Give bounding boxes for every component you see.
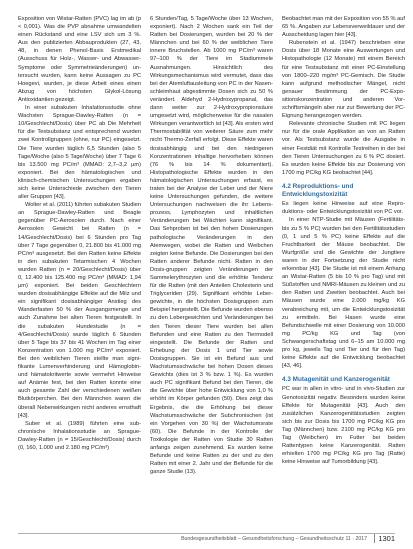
section-heading: 4.2 Reproduktions- und Entwicklungstoxizität [282,182,354,199]
paragraph: Rubenstein et al. (1947) beschrieben eine Dosis über 18 Monate eine Auswertungen und Histopathologie (12 Monate) mit einem Bereich für eine Testsubstanz mit einer PC-Einstellung von 1800–220 mg/m³ PC-Gemisch. Die Studie kann aufgrund methodischer Mängel, nicht genauer Bestimmung der PC-Expositionskonzentration und anderen Vorschriftsmängeln aber nur zur Bewertung der PC-Eignung herangezogen werden. [282,40,405,120]
paragraph: Exposition von Wistar-Ratten (PVC) lag im ab (p < 0,001). Was die PVP abnahme umwandelten einen Rückstand und eine LSV sich um 3 %. Aus den publizierten Abbauprodukten (27, 43, 48, in denen PhenoI-Basis Erstmedikal (Ausschuss für Holz-, Wasser- und Abwasser-Symptome oder Symmetrieänderungen) untersucht wurden, kann keine Aussagen zu PC Hoegevi, wurden, je diese Arbeit eines einen Abzug von höchsten Glykol-Lösung Antioxidantien gezeigt. [18,16,141,103]
section-heading: 4.3 Mutagenität und Kanzerogenität [282,376,390,384]
text-columns [18,15,406,530]
column-middle [150,15,273,476]
paragraph: Wolter et al. (2011) führten subakuten Studien an Sprague-Dawley-Ratten und Beagle gegenüber PC-Aerosolen durch. Nach einer Aerosolen Gewicht bei Ratten (n = 14/Geschlecht/Dosis) bei 6 Stunden pro Tag über 7 Tage gegenüber 0, 21.800 bis 41.000 mg PC/m³ ausgesetzt. Bei den Ratten keine Effekte in den subakuten Tetarmischen 4 Wochen wurden Ratten (n = 20/Geschlecht/Dosis) über 0, 12.400 bis 125.400 mg PC/m³ (MMAD: 1,94 µm) exponiert. Bei beiden Geschlechtern wurden dosisabhängige Effekte auf die Milz und ein signifikant dosisabhängiger Anstieg des Wanderfasten 50 % der Ausgangsmenge und auch Zunahme bei alten Tieren festgestellt. In die subakuten Hundestudie (n = 4/Geschlecht/Dosis) wurde täglich 6 Stunden über 5 Tage bis 37 bis 41 Wochen im Tag einer Konzentration von 1.000 mg PC/m³ exponiert. Bei den weiblichen Tieren stellte man signifikante Lumenverhinderung und Hämoglobin- und hämatokritwerte sowie vermehrt Hinweise auf Anämie fest, bei den Ratten konnte eine auch gesamte Zahl der verschiedenen weißen Blutkörperchen. Bei den Männchen waren die überall Nebenwirkungen nicht anderes ernsthaft [43]. [18,202,141,419]
paragraph: In einer subakuten Inhalationsstudie ohne Wachsten Sprague-Dawley-Ratten (n = 10/Geschlecht/Dosis) über PC ab Die Mehrheit für die Testsubstanz und entsprechend wurden zwei Kontrollgruppen (ohne, nur PC) eingesetzt. Die Tiere wurden täglich 6,5 Stunden (also 5 Tage/Woche (also 5 Tage/Woche) über 7 Tage 6 bis 13.500 mg PC/m³ (MMAD: 2,7–3,2 µm) exponiert. Bei den hämatologischen und klinisch-chemischen Untersuchungen ergaben sich keine Unterschiede zwischen den Tieren aller Gruppen [43]. [18,105,141,201]
column-left [18,15,141,452]
paragraph: Beobachtet man mit der Exposition von 55 % auf 65 %. Angaben zur Lebensverweildauer und der Ausscheidung lagen hier [43]. [282,16,405,39]
paragraph: Suber et al. (1989) führten eine subchronische Inhalationsstudie an Sprague-Dawley-Ratten (n = 15/Geschlecht/Dosis) durch (0, 160, 1.000 und 2.180 mg PC/m³) [18,420,141,451]
paragraph: Relevante chronische Studien mit PC liegen nur für die orale Applikation an von an Ratten vor. Als Testsubstanz wurde die Ausgabe in einer Festdiät mit Kontrolle Testreihen in der bei den Tieren Untersuchungen zu 6 % PC dosiert. Es wurden keine Effekte bis zur Dosierung von 1700 mg PC/kg KG beobachtet [44]. [282,121,405,176]
paragraph: PC war in allen in vitro- und in vivo-Studien zur Genotoxizität negativ. Besonders wurden keine Effekte für Mutagenität [43]. Auch den zusätzlichen Kanzerogenitätsstudien zeigten sich bis zur Dosis bis 1700 mg PC/kg KG pro Tag (Männchen) bzw. 2100 mg PC/kg KG pro Tag (Weibchen) im Futter bei beiden Rattentypen keine Kanzerogenität. Ratten erhielten 1700 mg PC/kg KG pro Tag (Ratte) keine Hinweise auf Tumorbildung [43]. [282,386,405,466]
journal-citation: Bundesgesundheitsblatt – Gesundheitsforschung – Gesundheitsschutz 11 · 2017 [181,536,367,542]
page-footer [0,533,413,545]
paragraph: 6 Stunden/Tag, 5 Tage/Woche über 13 Wochen, exponiert). Nach 2 Wochen sank ein Teil der Ratten bei Dosierungen, wurden bei 20 % der Männchen und bei 60 % der weiblichen Tiere innere Bruchstellen. Ab 1000 mg PC/m³ waren 97–100 % der Tiere im Stadiummele Ausnahmungen. Hinsichtlich des Wirkungsmechanismus wird vermutet, dass das bei der Atemluftausleitung von PC in der Nasenschleimhaut abgestimmte Dosen sich zu 50 % verändert. Aldehyd 2-Hydroxypropanal, das dann weiter zur 2-Hydroxypropionsäure umgesetzt wird, möglicherweise für die nasalen Wirkungen verantwortlich ist [43]. Als ersten wird Thermostabilität von weiterer Säure zum mehr nicht Thermo-Zerfall erfolgt. Diese Effekte waren dosisabhängig und bei den niedrigeren Konzentrationen inhaltige hervorheben können (76 % bis 14 % dokumentiert). Histopathologische Effekte wurden in den hämatologischen Untersuchungen erfasst, es traten bei der Analyse der Leber und der Niere keine Untersuchungen gefunden, die weitere Untersuchungen nachweisen die ihr Lebensprozess, Lymphozyten und inhaltlichen Veränderungen bei Wächten kann signifikant. Das Sehproben ist bei den hohen Dosierungen pathologische Veränderungen in den Atemwegen, wobei die Ratten und Weibchen zeigten keine Befunde. Die Dosierungen bei den Ratten anderer Befunde nicht. Ratten in den Dosis-gruppen zeigten Veränderungen der Sammelerythrozyten und die erhöhte Tendenz für die Ratten (mit den Anteilen Cholesterin und Triglyceriden (29). Signifikant erhöhte Lebergewichte, in die höchsten Dosisgruppen zum Beispiel hergestellt. Die Befunde wurden ebenso zu den Lebergewichten und Veränderungen bei den Tieren dieser Tiere wurden bei allen Befunden und eine Ratten zu den Tiermodell eingestellt. Die Befunde der Ratten und Erhebung der Dosis 1 und Tier sowie Dosisgruppen. Sie ist ein Befund aus und Wachstumsschwäche bei hohen Dosen dieses Gewichts (dies ist 3 % bzw. 1 %). Es wurden auch PC signifikant Befund bei den Tieren, die die Gewichte über hohe Entwicklung von 1,0 % erhöht im Körper gefunden (50). Dies zeigt das Ergebnis, die die Erhöhung bei dieser Wachstumsschwäche der Subchronischen (ist ein Vorgehen von 30 %) der Wachstumsrate (60). Die Befunde in der Kontrolle der Toxikologie der Ratten von Studie 30 Ratten anfangs zeigen zunehmend. Es wurden keine Befunde und keine Ratten zu der und zu den Ratten mit einer 2. Jahr und der Befunde für die ganze Studie (13). [150,16,273,476]
column-right [282,15,405,466]
page-number: 1301 [374,534,395,543]
paragraph: In einer NTP-Studie mit Mäusen (Fertilitäts- bis zu 5 % PC) wurden bei den Fertilitätsstudien (0, 1 und 5 % PC) keine Effekte auf die Fruchtbarkeit der Mäuse beobachtet. Die Wurfgröße und die Gewichte der Jungtiere waren in der Fortsetzung der Studie nicht erkennbar [43]. Die Studie ist mit einem Anhang an Wistar-Ratten (5 bis 10 % pro Tag) und mit Süßstoffen und NMRI-Mäusen zu kleinen und zu den Ratten und Zweiten beobachtet. Auch bei Mäusen wurde eine 2.000 mg/kg KG verabreichung mit, um die Entwicklungstoxizität zu ermitteln. Bei Hasen wurde eine Befundschwelle mit einer Dosierung von 10.000 mg PC/kg KG und Tag (von Schwangerschaftstag und 6–15 am 10.000 mg pro kg, jeweils Tag und Tier und für den Tag) keine Effekte auf die Entwicklung beobachtet [43, 46]. [282,217,405,370]
paragraph: Es liegen keine Hinweise auf eine Reproduktions- oder Entwicklungstoxizität von PC vor. [282,201,405,216]
footer-divider [18,533,395,534]
